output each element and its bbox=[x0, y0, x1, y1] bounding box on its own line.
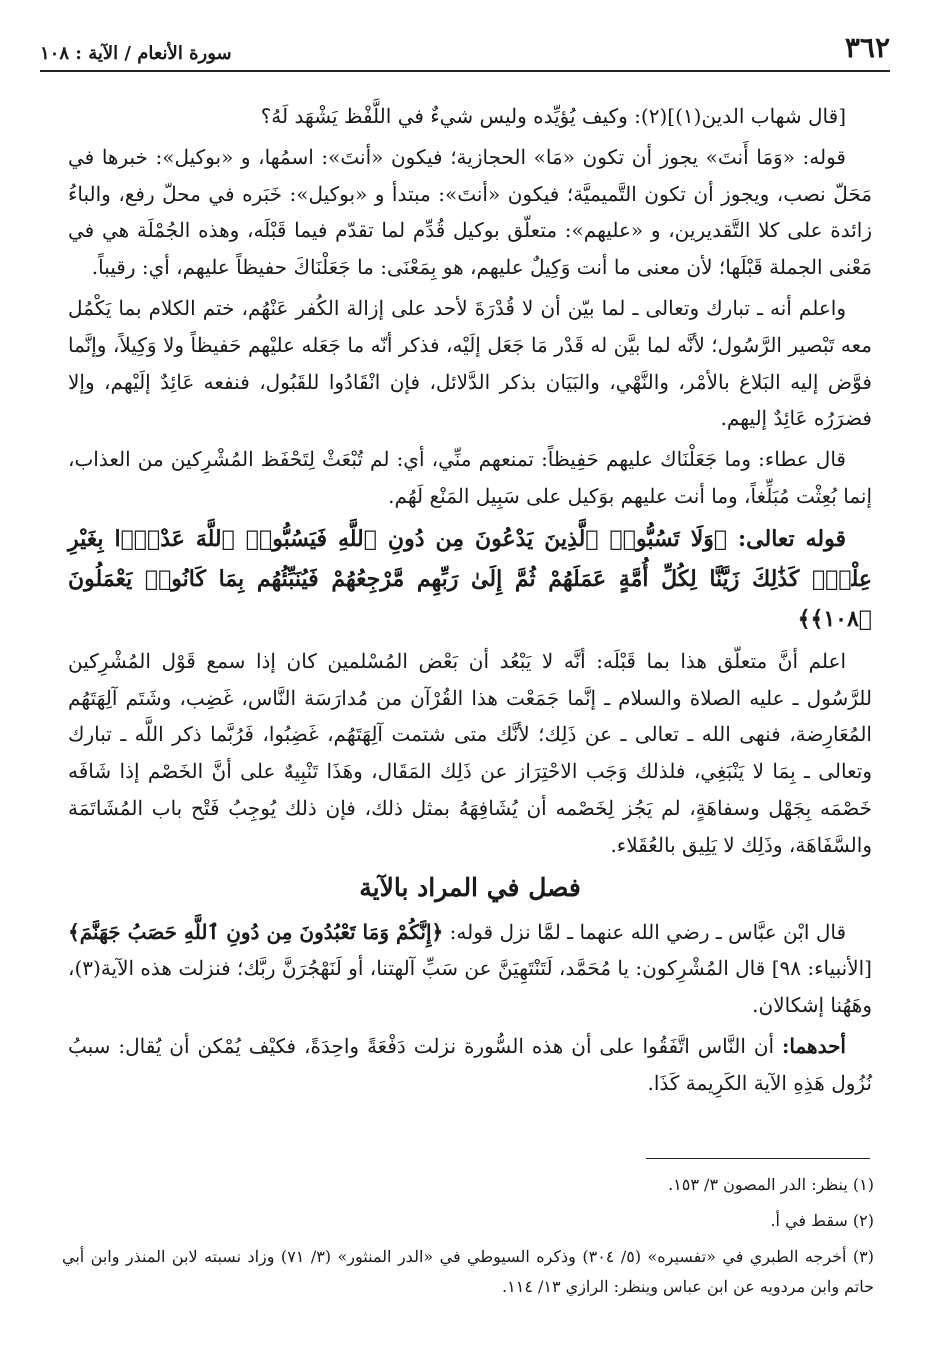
page-number: ٣٦٢ bbox=[844, 31, 890, 64]
paragraph-3: واعلم أنه ـ تبارك وتعالى ـ لما بيّن أن لا قُدْرَةَ لأحد على إزالة الكُفر عَنْهُم، ختم الكلام بما يَكْمُل معه تَبْصير الرَّسُول؛ لأنَّه لما بيَّن له قَدْر مَا جَعَل إلَيْه، فذكر أنّه ما جَعَله عليْهم حَفيظاً ولا وَكِيلاً، وإنَّما فوَّض إليه البَلاغ بالأمْر، والنَّهْي، والبَيَان بذكر الدَّلائل، فإن انْقَادُوا للقَبُول، فنفعه عَائِدٌ إلَيْهم، وإلا فضرَرُه عَائِدٌ إليهم. bbox=[68, 295, 872, 431]
quran-verse: ﴿وَلَا تَسُبُّوا۟ ٱلَّذِينَ يَدْعُونَ مِن دُونِ ٱللَّهِ فَيَسُبُّوا۟ ٱللَّهَ عَدْوًۢا بِغَيْرِ عِلْمٍۢ كَذَٰلِكَ زَيَّنَّا لِكُلِّ أُمَّةٍ عَمَلَهُمْ ثُمَّ إِلَىٰ رَبِّهِم مَّرْجِعُهُمْ فَيُنَبِّئُهُم بِمَا كَانُوا۟ يَعْمَلُونَ ﴿١٠٨﴾﴾ bbox=[68, 525, 872, 632]
footnote-1: (١) ينظر: الدر المصون ٣/ ١٥٣. bbox=[668, 1175, 874, 1194]
quran-verse-block bbox=[68, 519, 872, 639]
paragraph-6 bbox=[68, 914, 872, 1024]
paragraph-1: [قال شهاب الدين(١)](٢): وكيف يُؤيِّده وليس شيءٌ في اللَّفْظ يَشْهَد لَهُ؟ bbox=[260, 104, 846, 128]
paragraph-7-text: أن النَّاس اتَّفَقُوا على أن هذه السُّورة نزلت دَفْعَةً واحِدَةً، فكيْف يُمْكن أن يُقال: سببُ نُزُول هَذِهِ الآية الكَرِيمة كَذَا. bbox=[68, 1033, 872, 1095]
paragraph-5: اعلم أنَّ متعلّق هذا بما قَبْلَه: أنَّه لا يَبْعُد أن بَعْض المُسْلمين كان إذا سمع قَوْل المُشْرِكين للرَّسُول ـ عليه الصلاة والسلام ـ إنَّما جَمَعْت هذا القُرْآن من مُدارَسَة النَّاس، غَضِب، وشَتَم آلِهَتَهُم المُعَارِضة، فنهى الله ـ تعالى ـ عن ذَلِك؛ لأنَّك متى شتمت آلِهَتَهُم، غَضِبُوا، فَرُبَّما ذكر اللَّه ـ تبارك وتعالى ـ بِمَا لا يَنْبَغِي، فلذلك وَجَب الاحْتِرَاز عن ذَلِك المَقَال، وهَذَا تَنْبِيهٌ على أنَّ الخَصْم إذا شَافَه خَصْمَه بِجَهْل وسفاهَةٍ، لم يَجُز لِخَصْمه أن يُشَافِهَهُ بمثل ذلك، فإن ذلك يُوجِبُ فَتْح باب المُشَاتَمَة والسَّفَاهَة، وذَلِك لا يَلِيق بالعُقَلاء. bbox=[68, 648, 872, 857]
footnote-separator bbox=[646, 1158, 870, 1159]
paragraph-7 bbox=[68, 1028, 872, 1102]
footnote-2: (٢) سقط في أ. bbox=[770, 1211, 874, 1230]
main-text bbox=[68, 98, 872, 1106]
quoted-verse: ﴿إِنَّكُمْ وَمَا تَعْبُدُونَ مِن دُونِ ٱللَّهِ حَصَبُ جَهَنَّمَ﴾ bbox=[68, 919, 444, 944]
section-heading: فصل في المراد بالآية bbox=[359, 872, 581, 902]
paragraph-6-rest: [الأنبياء: ٩٨] قال المُشْرِكون: يا مُحَمَّد، لَتَنْتَهِيَنَّ عن سَبِّ آلهتنا، أو لَنَهْجُرَنَّ ربَّك؛ فنزلت هذه الآية(٣)، وهَهُنا إشكالان. bbox=[68, 956, 872, 1018]
paragraph-2: قوله: «وَمَا أَنتَ» يجوز أن تكون «مَا» الحجازية؛ فيكون «أنتَ»: اسمُها، و «بوكيل»: خبرها في مَحَلّ نصب، ويجوز أن تكون التَّميميَّة؛ فيكون «أنتَ»: مبتدأ و «بوكيل»: خَبَره في محلّ رفع، والباءُ زائدة على كلا التَّقديرين، و «عليهم»: متعلّق بوكيل قُدِّم لما تقدّم فيما قَبْلَه، وهذه الجُمْلَة هي في مَعْنى الجملة قَبْلَها؛ لأن معنى ما أنت وَكِيلٌ عليهم، هو بِمَعْنَى: ما جَعَلْنَاكَ حفيظاً عليهم، أي: رقيباً. bbox=[68, 144, 872, 280]
verse-intro: قوله تعالى: bbox=[738, 525, 846, 552]
paragraph-7-lead: أحدهما: bbox=[781, 1033, 846, 1058]
footnotes bbox=[62, 1170, 874, 1308]
running-title: سورة الأنعام / الآية : ١٠٨ bbox=[40, 43, 232, 64]
paragraph-4: قال عطاء: وما جَعَلْنَاك عليهم حَفِيظاً: تمنعهم منِّي، أي: لم تُبْعَثْ لِتَحْفَظ المُشْرِكين من العذاب، إنما بُعِثْت مُبَلِّغاً، وما أنت عليهم بوَكيل على سَبِيل المَنْع لَهُم. bbox=[68, 447, 872, 508]
footnote-3: (٣) أخرجه الطبري في «تفسيره» (٥/ ٣٠٤) وذكره السيوطي في «الدر المنثور» (٣/ ٧١) وزاد نسبته لابن المنذر وابن أبي حاتم وابن مردويه عن ابن عباس وينظر: الرازي ١٣/ ١١٤. bbox=[62, 1247, 875, 1296]
paragraph-6-intro: قال ابْن عبَّاس ـ رضي الله عنهما ـ لمَّا نزل قوله: bbox=[449, 919, 847, 944]
page-header bbox=[40, 28, 890, 72]
